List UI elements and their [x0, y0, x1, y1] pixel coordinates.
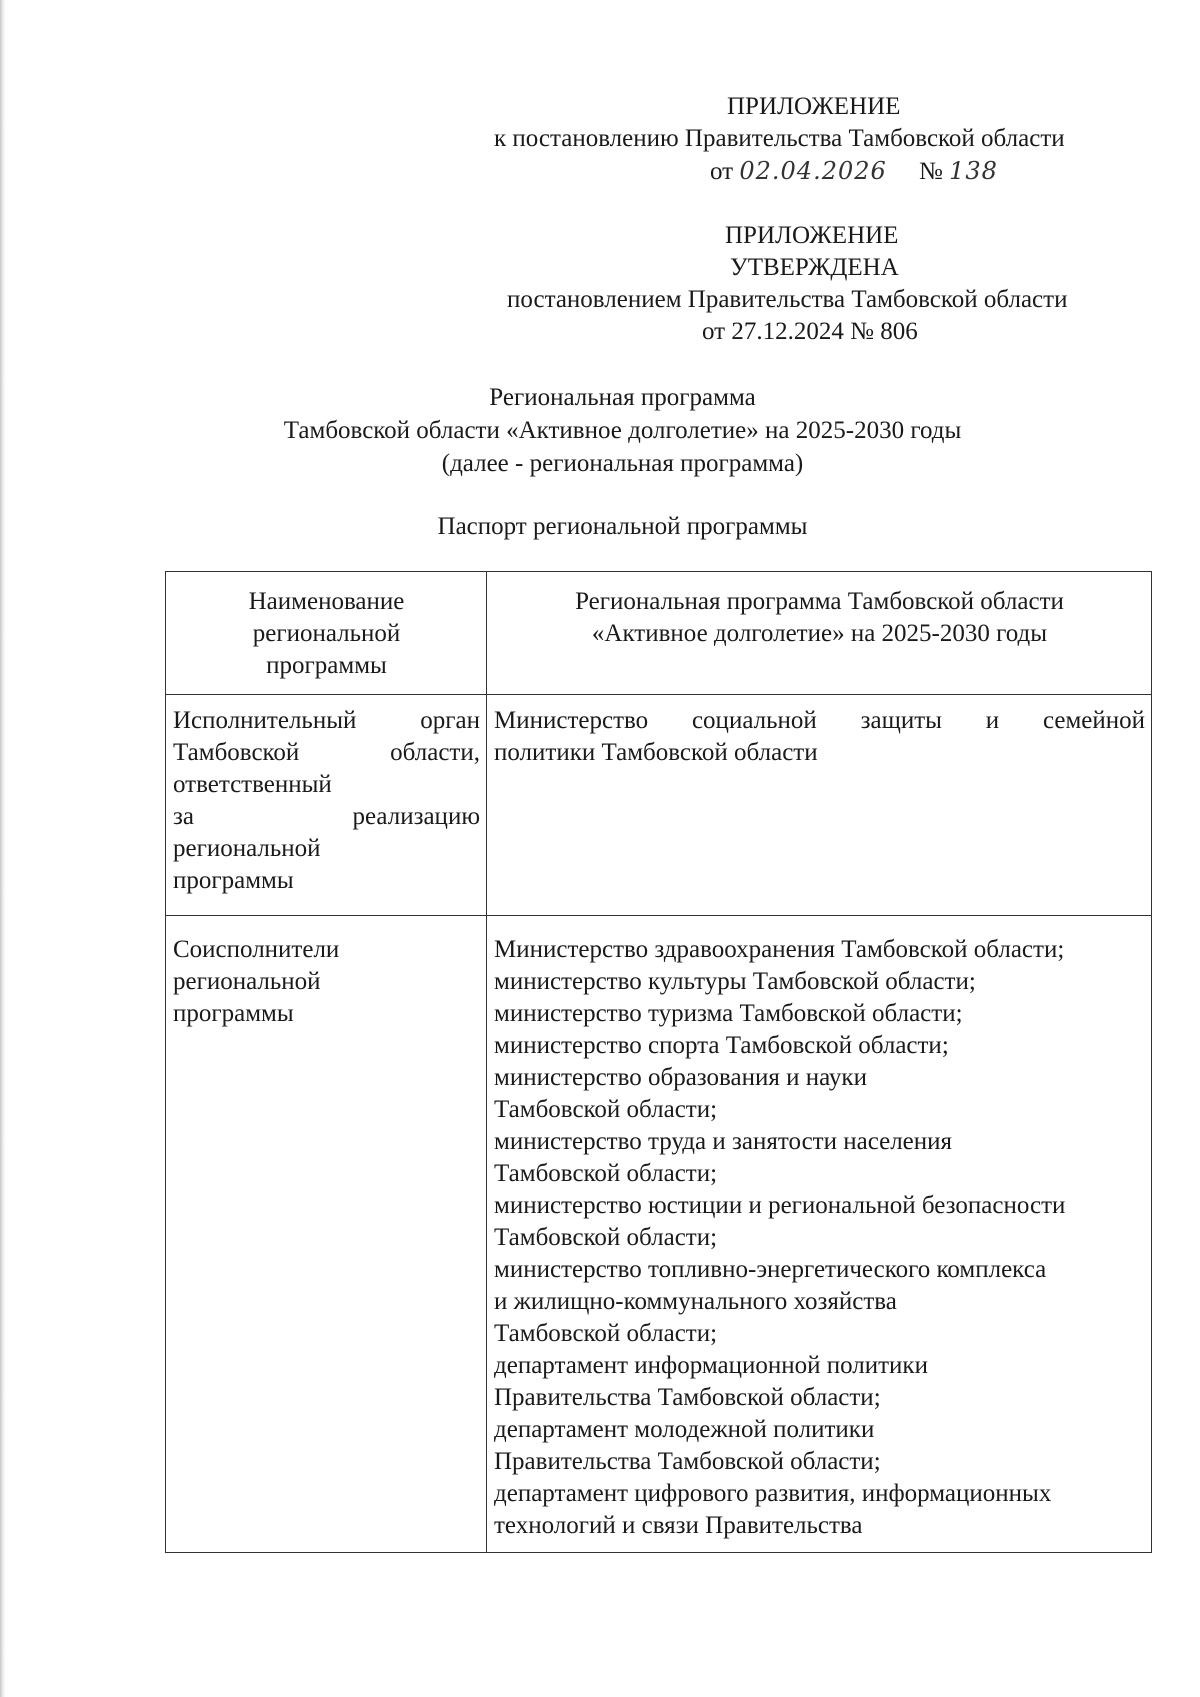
- row1-label-line: Наименование: [248, 588, 405, 615]
- approval-approved: УТВЕРЖДЕНА: [730, 254, 899, 281]
- row2-label-line: ответственный: [173, 771, 332, 798]
- co-executor-line: Министерство здравоохранения Тамбовской области;: [494, 936, 1065, 963]
- approval-date-line: от 27.12.2024 № 806: [702, 318, 918, 345]
- row3-label-line: региональной: [173, 968, 321, 995]
- row2-label-line: Тамбовской области,: [173, 739, 480, 766]
- co-executor-line: департамент молодежной политики: [494, 1416, 875, 1443]
- co-executor-line: Правительства Тамбовской области;: [494, 1448, 881, 1475]
- program-title-line1: Региональная программа: [489, 384, 756, 411]
- scan-edge-shadow: [0, 0, 6, 1697]
- passport-title: Паспорт региональной программы: [437, 513, 808, 540]
- row2-label-line: за реализацию: [173, 803, 480, 830]
- row1-label-cell: [166, 572, 487, 695]
- approval-title: ПРИЛОЖЕНИЕ: [725, 222, 899, 249]
- row1-label-line: программы: [266, 652, 387, 679]
- row2-value-cell: [487, 695, 1152, 916]
- row2-value-line: Министерство социальной защиты и семейной: [494, 707, 1145, 734]
- appendix-resolution-line: к постановлению Правительства Тамбовской области: [494, 125, 1065, 152]
- program-title-line3: (далее - региональная программа): [441, 450, 804, 477]
- row3-label-line: программы: [173, 1000, 294, 1027]
- co-executor-line: министерство туризма Тамбовской области;: [494, 1000, 963, 1027]
- row3-value-cell: [487, 916, 1152, 1553]
- co-executor-line: Тамбовской области;: [494, 1160, 718, 1187]
- co-executor-line: министерство топливно-энергетического комплекса: [494, 1256, 1047, 1283]
- co-executor-line: департамент информационной политики: [494, 1352, 928, 1379]
- approval-header: [480, 220, 1150, 348]
- co-executor-line: департамент цифрового развития, информационных: [494, 1480, 1052, 1507]
- appendix-date-line: [710, 155, 1150, 188]
- handwritten-date: 02.04.2026: [739, 157, 887, 185]
- table-row-co-executors: [166, 916, 1152, 1553]
- table-row-responsible: [166, 695, 1152, 916]
- appendix-header: [480, 91, 1150, 188]
- handwritten-number: 138: [949, 157, 998, 185]
- co-executor-line: и жилищно-коммунального хозяйства: [494, 1288, 897, 1315]
- row2-label-cell: [166, 695, 487, 916]
- co-executor-line: Тамбовской области;: [494, 1320, 718, 1347]
- approval-resolution-line: постановлением Правительства Тамбовской области: [507, 286, 1068, 313]
- co-executor-line: министерство культуры Тамбовской области;: [494, 968, 976, 995]
- co-executor-line: министерство образования и науки: [494, 1064, 867, 1091]
- appendix-title: ПРИЛОЖЕНИЕ: [727, 93, 901, 120]
- row2-label-line: программы: [173, 867, 294, 894]
- program-title-line2: Тамбовской области «Активное долголетие» на 2025-2030 годы: [283, 417, 962, 444]
- co-executor-line: Тамбовской области;: [494, 1224, 718, 1251]
- row3-label-cell: [166, 916, 487, 1553]
- date-prefix: от: [710, 158, 734, 185]
- co-executor-line: Тамбовской области;: [494, 1096, 718, 1123]
- row1-value-line: Региональная программа Тамбовской области: [575, 588, 1064, 615]
- table-row-program-name: [166, 572, 1152, 695]
- row1-value-line: «Активное долголетие» на 2025-2030 годы: [591, 620, 1048, 647]
- row1-label-line: региональной: [252, 620, 401, 647]
- row2-value-line: политики Тамбовской области: [494, 739, 818, 766]
- co-executor-line: министерство спорта Тамбовской области;: [494, 1032, 949, 1059]
- program-title: [240, 381, 1005, 480]
- row3-label-line: Соисполнители: [173, 936, 340, 963]
- number-prefix: №: [919, 158, 943, 185]
- co-executor-line: Правительства Тамбовской области;: [494, 1384, 881, 1411]
- row2-label-line: региональной: [173, 835, 321, 862]
- row1-value-cell: [487, 572, 1152, 695]
- row2-label-line: Исполнительный орган: [173, 707, 480, 734]
- co-executor-line: министерство труда и занятости населения: [494, 1128, 953, 1155]
- co-executor-line: министерство юстиции и региональной безопасности: [494, 1192, 1066, 1219]
- co-executor-line: технологий и связи Правительства: [494, 1512, 863, 1539]
- passport-table: [165, 571, 1152, 1553]
